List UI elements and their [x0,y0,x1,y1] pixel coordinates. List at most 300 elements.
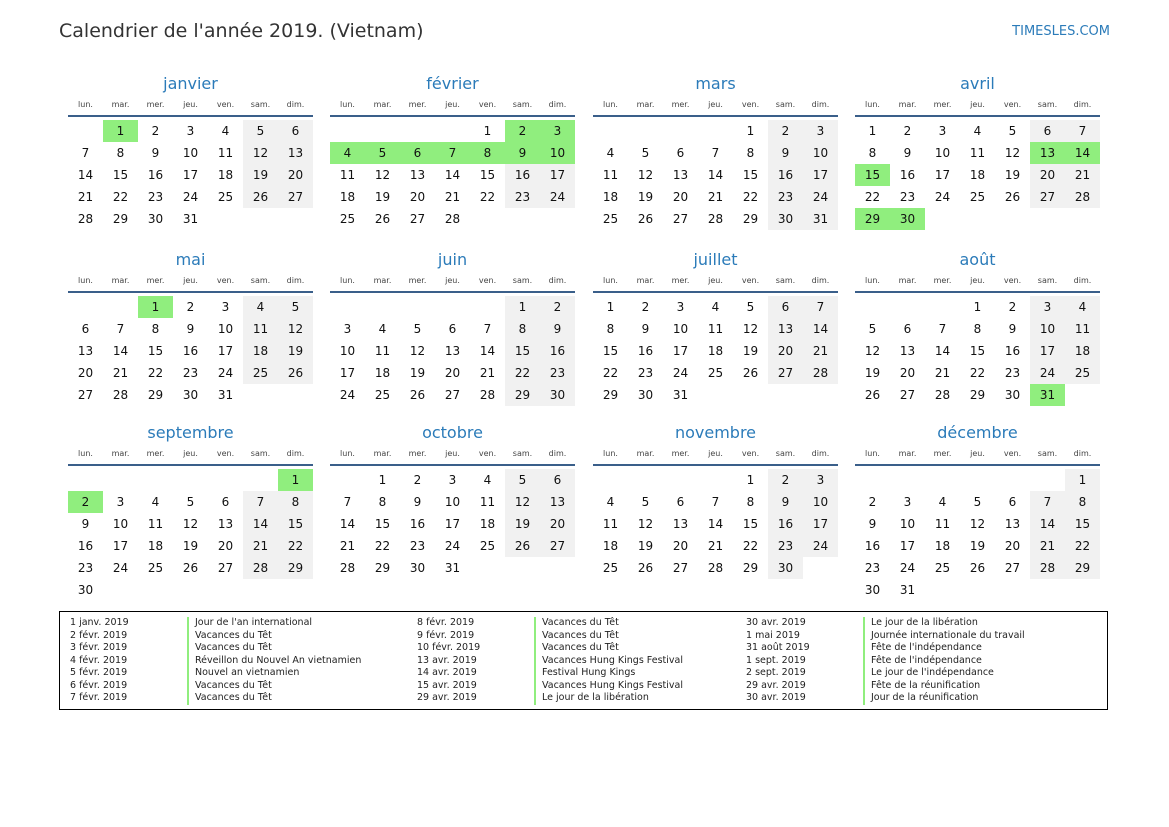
empty-cell [435,120,470,142]
holiday-name: Jour de l'an international [187,617,312,630]
empty-cell [103,469,138,491]
weekday-label: jeu. [970,100,985,109]
weekday-label: mer. [671,276,690,285]
day-cell: 14 [707,517,724,531]
empty-cell [435,296,470,318]
day-cell: 12 [742,322,759,336]
day-cell: 9 [868,517,877,531]
day-cell: 23 [147,190,164,204]
day-cell: 10 [803,491,838,513]
day-cell: 28 [934,388,951,402]
day-cell: 14 [934,344,951,358]
day-cell: 15 [112,168,129,182]
day-cell: 15 [1065,513,1100,535]
day-cell: 27 [540,535,575,557]
day-cell: 28 [112,388,129,402]
day-cell: 20 [540,513,575,535]
weekday-label: jeu. [708,449,723,458]
holiday-date: 1 mai 2019 [746,629,800,641]
day-cell: 15 [505,340,540,362]
empty-cell [628,120,663,142]
day-cell: 1 [1065,469,1100,491]
weekday-label: dim. [1073,100,1092,109]
day-cell: 5 [641,146,650,160]
weekday-label: ven. [1003,100,1022,109]
holiday-name: Vacances du Têt [187,642,272,655]
day-cell: 21 [1030,535,1065,557]
weekday-label: jeu. [445,100,460,109]
day-cell: 31 [444,561,461,575]
holiday-day: 1 [278,469,313,491]
day-cell: 20 [444,366,461,380]
day-cell: 8 [746,495,755,509]
day-cell: 6 [903,322,912,336]
day-cell: 19 [864,366,881,380]
day-cell: 31 [803,208,838,230]
empty-cell [103,296,138,318]
holiday-date: 2 févr. 2019 [70,629,128,641]
holiday-date: 7 févr. 2019 [70,692,128,703]
day-cell: 1 [378,473,387,487]
holiday-name: Vacances Hung Kings Festival [534,655,683,668]
weekday-label: lun. [340,449,355,458]
day-grid [855,469,1100,601]
weekday-label: dim. [1073,449,1092,458]
day-cell: 30 [864,583,881,597]
day-cell: 25 [602,561,619,575]
day-cell: 11 [707,322,724,336]
legend-row [70,630,361,643]
legend-row [746,642,1025,655]
day-cell: 23 [637,366,654,380]
day-cell: 10 [112,517,129,531]
day-cell: 20 [278,164,313,186]
day-cell: 15 [374,517,391,531]
day-cell: 23 [182,366,199,380]
holiday-name: Le jour de la libération [863,617,978,630]
day-cell: 12 [864,344,881,358]
weekday-label: lun. [865,449,880,458]
month-11 [593,422,838,579]
day-cell: 26 [243,186,278,208]
day-cell: 5 [868,322,877,336]
weekday-label: mar. [373,100,392,109]
day-cell: 6 [768,296,803,318]
day-cell: 31 [217,388,234,402]
day-cell: 17 [1030,340,1065,362]
weekday-label: ven. [741,100,760,109]
day-cell: 2 [1008,300,1017,314]
holiday-day: 3 [540,120,575,142]
holiday-day: 5 [365,142,400,164]
day-cell: 25 [1065,362,1100,384]
holiday-date: 30 avr. 2019 [746,617,806,628]
day-cell: 19 [742,344,759,358]
day-cell: 16 [505,164,540,186]
day-cell: 13 [672,168,689,182]
day-cell: 20 [672,190,689,204]
weekday-label: dim. [811,276,830,285]
day-cell: 17 [444,517,461,531]
holiday-day: 29 [855,208,890,230]
day-cell: 5 [505,469,540,491]
weekday-label: mer. [671,100,690,109]
holiday-day: 15 [855,164,890,186]
holiday-name: Nouvel an vietnamien [187,667,299,680]
weekday-label: dim. [811,449,830,458]
day-cell: 2 [151,124,160,138]
weekday-label: mer. [408,100,427,109]
empty-cell [68,469,103,491]
day-cell: 26 [637,212,654,226]
day-cell: 5 [413,322,422,336]
weekday-label: mar. [111,100,130,109]
holiday-date: 3 févr. 2019 [70,642,128,653]
empty-cell [960,469,995,491]
empty-cell [995,469,1030,491]
holiday-day: 31 [1030,384,1065,406]
day-cell: 22 [374,539,391,553]
day-cell: 24 [803,535,838,557]
month-name: juillet [693,250,738,269]
day-cell: 6 [1008,495,1017,509]
day-cell: 21 [934,366,951,380]
day-cell: 25 [339,212,356,226]
holiday-day: 1 [103,120,138,142]
empty-cell [330,469,365,491]
day-cell: 5 [278,296,313,318]
month-6 [330,249,575,406]
day-cell: 13 [217,517,234,531]
day-cell: 19 [374,190,391,204]
day-cell: 2 [413,473,422,487]
day-cell: 13 [409,168,426,182]
day-cell: 4 [606,146,615,160]
holiday-date: 1 sept. 2019 [746,654,806,666]
day-cell: 13 [899,344,916,358]
legend-row [746,680,1025,693]
day-cell: 3 [221,300,230,314]
day-cell: 24 [339,388,356,402]
day-cell: 19 [278,340,313,362]
legend-row [70,655,361,668]
day-cell: 19 [409,366,426,380]
day-cell: 22 [969,366,986,380]
day-cell: 10 [444,495,461,509]
day-cell: 15 [278,513,313,535]
day-cell: 7 [803,296,838,318]
day-cell: 21 [243,535,278,557]
day-cell: 10 [1030,318,1065,340]
day-cell: 28 [707,212,724,226]
day-cell: 10 [339,344,356,358]
weekday-label: mar. [373,449,392,458]
day-cell: 8 [868,146,877,160]
day-cell: 26 [505,535,540,557]
day-cell: 18 [969,168,986,182]
weekday-label: ven. [1003,449,1022,458]
day-cell: 8 [746,146,755,160]
day-cell: 25 [147,561,164,575]
day-cell: 26 [742,366,759,380]
holiday-name: Vacances du Têt [187,630,272,643]
day-cell: 24 [934,190,951,204]
weekday-label: jeu. [970,276,985,285]
day-cell: 12 [278,318,313,340]
month-12 [855,422,1100,601]
day-cell: 30 [1004,388,1021,402]
day-cell: 19 [637,539,654,553]
weekday-label: lun. [603,100,618,109]
month-9 [68,422,313,601]
day-cell: 27 [899,388,916,402]
day-cell: 27 [1030,186,1065,208]
month-3 [593,73,838,230]
day-cell: 5 [186,495,195,509]
day-cell: 30 [77,583,94,597]
day-cell: 7 [1065,120,1100,142]
holiday-date: 29 avr. 2019 [746,679,806,691]
day-cell: 3 [186,124,195,138]
day-cell: 16 [182,344,199,358]
empty-cell [173,469,208,491]
weekday-label: jeu. [183,100,198,109]
day-cell: 7 [711,495,720,509]
day-grid [68,120,313,230]
day-cell: 23 [899,190,916,204]
weekday-label: dim. [548,276,567,285]
empty-cell [890,296,925,318]
weekday-header [68,444,313,466]
day-cell: 22 [147,366,164,380]
legend-column [70,617,361,705]
day-cell: 29 [374,561,391,575]
day-cell: 5 [1008,124,1017,138]
page-title: Calendrier de l'année 2019. (Vietnam) [59,20,424,42]
day-cell: 11 [969,146,986,160]
day-cell: 22 [864,190,881,204]
day-cell: 13 [1004,517,1021,531]
day-cell: 14 [707,168,724,182]
holiday-day: 2 [505,120,540,142]
day-cell: 18 [602,190,619,204]
day-cell: 2 [768,120,803,142]
weekday-label: lun. [340,100,355,109]
day-cell: 23 [540,362,575,384]
site-link[interactable]: TIMESLES.COM [1012,24,1110,39]
day-cell: 21 [112,366,129,380]
weekday-label: sam. [1037,449,1058,458]
weekday-label: sam. [250,449,271,458]
holiday-day: 4 [330,142,365,164]
weekday-label: sam. [775,100,796,109]
day-cell: 3 [343,322,352,336]
weekday-label: mer. [146,449,165,458]
holiday-date: 2 sept. 2019 [746,667,806,678]
day-cell: 10 [672,322,689,336]
day-cell: 18 [217,168,234,182]
weekday-label: mar. [898,449,917,458]
day-cell: 10 [934,146,951,160]
day-cell: 1 [505,296,540,318]
holiday-name: Vacances du Têt [534,630,619,643]
day-cell: 24 [112,561,129,575]
day-grid [593,469,838,579]
weekday-label: mer. [933,449,952,458]
day-cell: 17 [672,344,689,358]
day-cell: 12 [409,344,426,358]
weekday-label: mer. [933,100,952,109]
legend-row [417,617,683,630]
day-cell: 16 [409,517,426,531]
weekday-label: lun. [865,100,880,109]
day-cell: 20 [672,539,689,553]
day-cell: 28 [1065,186,1100,208]
day-cell: 6 [221,495,230,509]
day-cell: 27 [77,388,94,402]
weekday-header [330,95,575,117]
day-cell: 8 [1065,491,1100,513]
holiday-name: Jour de la réunification [863,692,978,705]
weekday-header [593,271,838,293]
day-cell: 18 [602,539,619,553]
day-cell: 6 [676,495,685,509]
month-10 [330,422,575,579]
day-cell: 14 [1030,513,1065,535]
weekday-label: lun. [603,449,618,458]
day-cell: 7 [711,146,720,160]
day-cell: 4 [938,495,947,509]
day-cell: 24 [899,561,916,575]
day-cell: 13 [672,517,689,531]
day-cell: 27 [672,212,689,226]
holiday-date: 14 avr. 2019 [417,667,477,678]
holiday-date: 15 avr. 2019 [417,679,477,691]
day-cell: 29 [602,388,619,402]
legend-row [417,692,683,705]
day-cell: 14 [243,513,278,535]
day-cell: 25 [969,190,986,204]
day-cell: 23 [768,535,803,557]
day-cell: 29 [969,388,986,402]
day-cell: 8 [151,322,160,336]
day-grid [855,120,1100,230]
day-cell: 27 [217,561,234,575]
weekday-label: dim. [548,449,567,458]
legend-row [417,642,683,655]
month-name: octobre [422,423,483,442]
day-cell: 9 [413,495,422,509]
day-cell: 22 [742,539,759,553]
day-cell: 27 [278,186,313,208]
day-cell: 29 [1065,557,1100,579]
day-cell: 19 [969,539,986,553]
day-cell: 17 [934,168,951,182]
day-cell: 29 [505,384,540,406]
day-cell: 10 [899,517,916,531]
weekday-label: mer. [671,449,690,458]
day-cell: 17 [803,164,838,186]
day-cell: 21 [444,190,461,204]
empty-cell [470,296,505,318]
legend-row [417,680,683,693]
day-cell: 19 [637,190,654,204]
day-cell: 23 [768,186,803,208]
weekday-label: ven. [1003,276,1022,285]
day-cell: 17 [217,344,234,358]
day-cell: 27 [409,212,426,226]
weekday-header [855,95,1100,117]
day-cell: 19 [1004,168,1021,182]
month-name: avril [960,74,995,93]
legend-row [70,617,361,630]
holiday-day: 9 [505,142,540,164]
weekday-label: ven. [216,276,235,285]
weekday-label: mar. [111,276,130,285]
day-cell: 17 [182,168,199,182]
weekday-header [593,444,838,466]
empty-cell [925,469,960,491]
month-name: janvier [163,74,218,93]
weekday-label: dim. [286,100,305,109]
empty-cell [400,296,435,318]
day-cell: 11 [934,517,951,531]
day-cell: 2 [903,124,912,138]
day-cell: 27 [672,561,689,575]
day-cell: 21 [803,340,838,362]
month-8 [855,249,1100,406]
day-cell: 11 [339,168,356,182]
day-cell: 15 [742,168,759,182]
day-cell: 28 [803,362,838,384]
day-cell: 28 [1030,557,1065,579]
day-cell: 4 [243,296,278,318]
day-cell: 13 [278,142,313,164]
day-cell: 26 [278,362,313,384]
day-cell: 12 [637,517,654,531]
day-cell: 4 [606,495,615,509]
holiday-date: 8 févr. 2019 [417,617,475,628]
day-cell: 22 [278,535,313,557]
month-name: juin [437,250,468,269]
empty-cell [628,469,663,491]
holiday-day: 7 [435,142,470,164]
day-cell: 24 [217,366,234,380]
day-cell: 23 [409,539,426,553]
day-cell: 18 [339,190,356,204]
weekday-label: jeu. [183,449,198,458]
empty-cell [243,469,278,491]
day-cell: 4 [483,473,492,487]
empty-cell [855,296,890,318]
day-grid [330,120,575,230]
day-cell: 3 [803,469,838,491]
day-cell: 22 [602,366,619,380]
day-cell: 30 [637,388,654,402]
day-cell: 27 [768,362,803,384]
day-cell: 14 [479,344,496,358]
weekday-label: mar. [898,100,917,109]
day-cell: 7 [81,146,90,160]
day-cell: 7 [116,322,125,336]
day-cell: 28 [77,212,94,226]
day-cell: 10 [217,322,234,336]
day-cell: 1 [746,124,755,138]
day-cell: 20 [409,190,426,204]
day-cell: 11 [217,146,234,160]
day-cell: 26 [182,561,199,575]
day-cell: 26 [374,212,391,226]
